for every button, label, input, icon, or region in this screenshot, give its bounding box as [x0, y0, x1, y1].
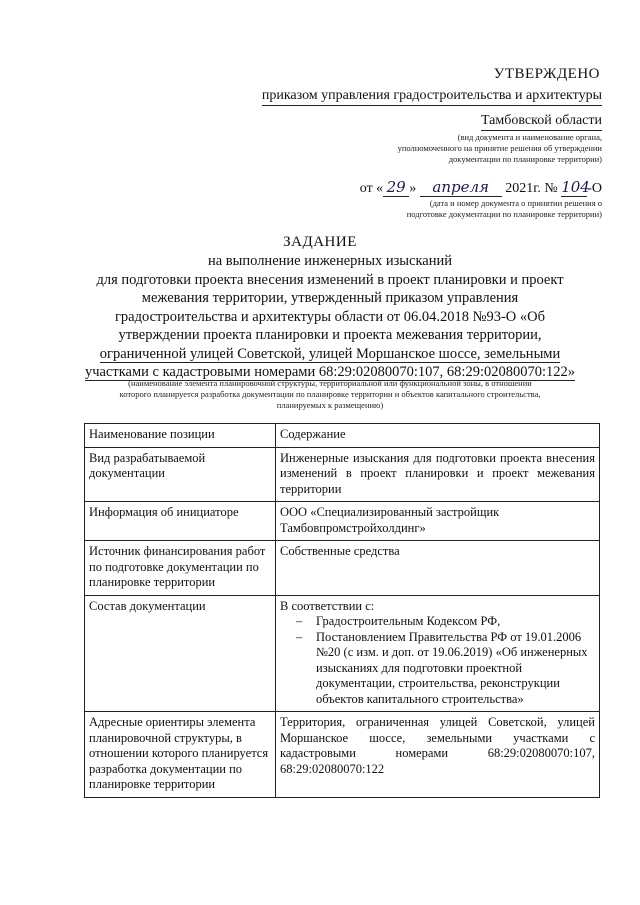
approval-stamp: УТВЕРЖДЕНО [493, 66, 600, 82]
row-content: В соответствии с: – Градостроительным Кодексом РФ, – Постановлением Правительства РФ от 19.01.2006 №20 (с изм. и доп. от 19.06.2019) «Об инженерных изысканиях для подготовки проектной документации, строительства, реконструкции объектов капитального строительства» [276, 595, 600, 712]
header-position: Наименование позиции [85, 424, 276, 448]
region-name: Тамбовской области [481, 113, 602, 131]
table-row [85, 502, 600, 541]
row-content: ООО «Специализированный застройщик Тамбовпромстройхолдинг» [276, 502, 600, 541]
row-content: Инженерные изыскания для подготовки проекта внесения изменений в проект планировки и проект межевания территории [276, 447, 600, 502]
approving-order: приказом управления градостроительства и архитектуры [262, 88, 602, 106]
header-content: Содержание [276, 424, 600, 448]
decree-date-line: от « 29 » апреля 2021г. № 104-О [359, 178, 602, 196]
table-row [85, 447, 600, 502]
list-item: – Градостроительным Кодексом РФ, [280, 614, 595, 630]
date-month: апреля [420, 178, 502, 197]
legal-basis-list [280, 614, 595, 707]
row-position: Источник финансирования работ по подготовке документации по планировке территории [85, 541, 276, 596]
row-position: Информация об инициаторе [85, 502, 276, 541]
row-position: Адресные ориентиры элемента планировочной структуры, в отношении которого планируется разработка документации по планировке территории [85, 712, 276, 798]
decree-number: 104 [561, 178, 590, 196]
task-note: (наименование элемента планировочной структуры, территориальной или функциональной зоны, в отношении которого планируется разработка документации по планировке территории и объектов капитального строительства, планируемых к размещению) [119, 378, 541, 410]
row-position: Состав документации [85, 595, 276, 712]
organ-note: (вид документа и наименование органа, уполномоченного на принятие решения об утверждении документации по планировке территории) [397, 132, 602, 164]
list-item: – Постановлением Правительства РФ от 19.01.2006 №20 (с изм. и доп. от 19.06.2019) «Об инженерных изысканиях для подготовки проектной документации, строительства, реконструкции объектов капитального строительства» [280, 630, 595, 708]
table-row [85, 541, 600, 596]
table-row [85, 712, 600, 798]
row-content: Собственные средства [276, 541, 600, 596]
row-position: Вид разрабатываемой документации [85, 447, 276, 502]
task-table [84, 423, 600, 798]
table-row [85, 595, 600, 712]
task-title: ЗАДАНИЕ [283, 234, 357, 250]
number-note: (дата и номер документа о принятии решения о подготовке документации по планировке территории) [406, 198, 602, 219]
date-day: 29 [383, 178, 409, 197]
row-content: Территория, ограниченная улицей Советской, улицей Моршанское шоссе, земельными участками с кадастровыми номерами 68:29:02080070:107, 68:29:02080070:122 [276, 712, 600, 798]
table-header-row [85, 424, 600, 448]
task-description: на выполнение инженерных изысканий для подготовки проекта внесения изменений в проект планировки и проект межевания территории, утвержденный приказом управления градостроительства и архитектуры области от 06.04.2018 №93-О «Об утверждении проекта планировки и проекта межевания территории, ограниченной улицей Советской, улицей Моршанское шоссе, земельными участками с кадастровыми номерами 68:29:02080070:107, 68:29:02080070:122» [84, 253, 576, 380]
